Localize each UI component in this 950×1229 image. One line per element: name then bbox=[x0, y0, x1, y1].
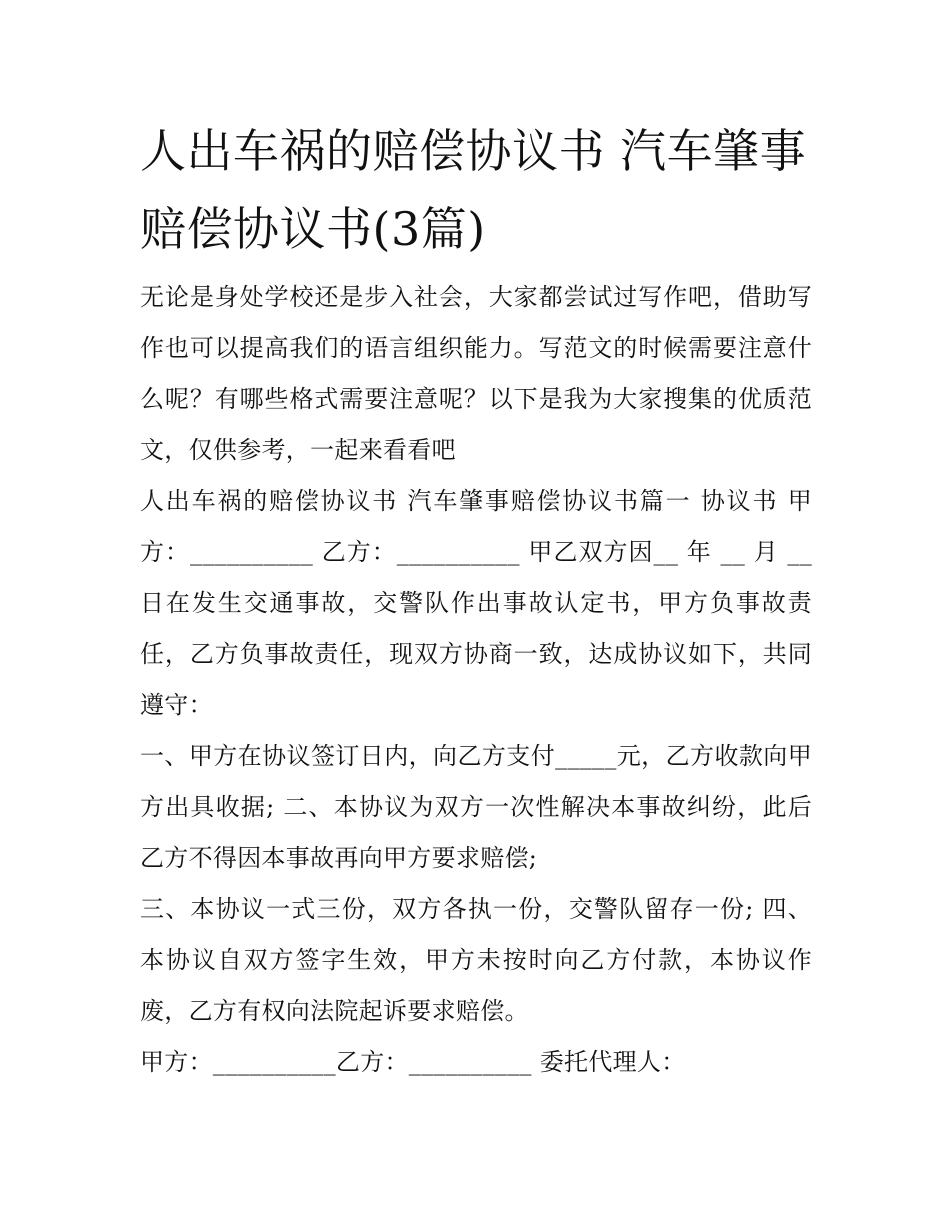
clause-paragraph-3-4: 三、本协议一式三份，双方各执一份，交警队留存一份; 四、本协议自双方签字生效，甲方未按时向乙方付款，本协议作废，乙方有权向法院起诉要求赔偿。 bbox=[140, 895, 812, 1025]
document-title: 人出车祸的赔偿协议书 汽车肇事赔偿协议书(3篇) bbox=[140, 124, 807, 256]
agreement-header-paragraph: 人出车祸的赔偿协议书 汽车肇事赔偿协议书篇一 协议书 甲方：__________ 乙方：__________ 甲乙双方因__ 年 __ 月 __ 日在发生交通事故，交警队作出事故认定书，甲方负事故责任，乙方负事故责任，现双方协商一致，达成协议如下，共同遵守： bbox=[140, 487, 812, 719]
intro-paragraph: 无论是身处学校还是步入社会，大家都尝试过写作吧，借助写作也可以提高我们的语言组织能力。写范文的时候需要注意什么呢？有哪些格式需要注意呢？以下是我为大家搜集的优质范文，仅供参考，一起来看看吧 bbox=[140, 283, 812, 464]
document-page bbox=[140, 112, 812, 1088]
signature-line: 甲方：__________乙方：__________ 委托代理人： bbox=[140, 1048, 686, 1076]
clause-paragraph-1-2: 一、甲方在协议签订日内，向乙方支付_____元，乙方收款向甲方出具收据; 二、本协议为双方一次性解决本事故纠纷，此后乙方不得因本事故再向甲方要求赔偿; bbox=[140, 742, 812, 872]
